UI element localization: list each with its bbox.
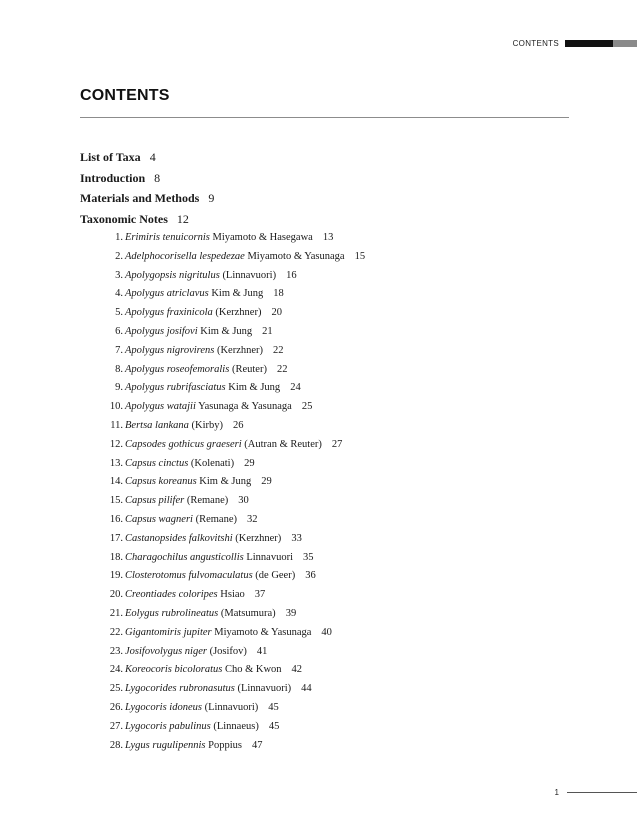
taxon-name: Apolygus fraxinicola — [125, 307, 213, 319]
taxon-entry[interactable] — [96, 436, 365, 455]
taxon-entry[interactable] — [96, 643, 365, 662]
taxon-entry[interactable] — [96, 398, 365, 417]
taxon-page: 33 — [291, 532, 302, 544]
taxon-entry[interactable] — [96, 417, 365, 436]
taxon-page: 35 — [303, 551, 314, 563]
taxon-name: Apolygus nigrovirens — [125, 344, 215, 356]
taxon-entry[interactable] — [96, 661, 365, 680]
taxon-number: 9. — [115, 382, 123, 394]
taxon-number: 3. — [115, 269, 123, 281]
taxon-author: Miyamoto & Yasunaga — [244, 250, 345, 262]
taxon-number: 12. — [109, 438, 123, 450]
taxon-author: (Remane) — [192, 513, 237, 525]
taxon-number: 7. — [115, 344, 123, 356]
taxon-name: Capsus wagneri — [125, 513, 193, 525]
taxon-page: 29 — [261, 476, 272, 488]
taxon-entry[interactable] — [96, 323, 365, 342]
taxon-author: Kim & Jung — [225, 382, 281, 394]
taxon-number: 5. — [115, 307, 123, 319]
taxon-number: 1. — [115, 232, 123, 243]
taxon-number: 15. — [109, 495, 123, 507]
taxon-page: 25 — [301, 401, 313, 413]
taxon-number: 19. — [109, 570, 123, 582]
taxon-author: (de Geer) — [252, 570, 296, 582]
toc-entry[interactable] — [80, 147, 214, 168]
taxon-page: 22 — [276, 363, 288, 375]
taxon-entry[interactable] — [96, 379, 365, 398]
taxon-number: 27. — [109, 720, 123, 732]
taxon-author: (Matsumura) — [218, 607, 276, 619]
taxon-page: 13 — [322, 232, 334, 243]
taxon-page: 45 — [268, 720, 280, 732]
taxon-name: Capsodes gothicus graeseri — [125, 438, 242, 450]
taxon-name: Castanopsides falkovitshi — [125, 532, 233, 544]
header-grey-bar — [613, 40, 637, 47]
taxon-name: Lygocoris pabulinus — [125, 720, 211, 732]
taxon-number: 8. — [115, 363, 123, 375]
taxon-number: 25. — [109, 683, 123, 695]
taxon-name: Lygocoris idoneus — [125, 701, 202, 713]
taxon-page: 27 — [331, 438, 343, 450]
taxon-entry[interactable] — [96, 511, 365, 530]
taxon-name: Capsus koreanus — [125, 476, 197, 488]
footer-rule — [567, 792, 637, 793]
toc-main-list — [80, 147, 214, 230]
taxon-entry[interactable] — [96, 248, 365, 267]
toc-entry-title: Materials and Methods — [80, 191, 200, 206]
taxon-page: 32 — [247, 513, 258, 525]
taxon-author: Linnavuori — [243, 551, 293, 563]
taxon-entry[interactable] — [96, 624, 365, 643]
taxon-name: Koreocoris bicoloratus — [125, 664, 223, 676]
page-number: 1 — [554, 788, 559, 797]
title-divider — [80, 117, 569, 118]
taxon-page: 37 — [254, 589, 266, 601]
taxon-page: 39 — [285, 607, 297, 619]
taxon-author: (Linnaeus) — [210, 720, 259, 732]
taxon-page: 44 — [301, 683, 312, 695]
taxon-number: 13. — [109, 457, 123, 469]
taxon-author: (Kerzhner) — [214, 344, 264, 356]
page-footer — [555, 788, 637, 797]
taxon-entry[interactable] — [96, 304, 365, 323]
toc-entry[interactable] — [80, 168, 214, 189]
taxon-author: Miyamoto & Yasunaga — [211, 626, 312, 638]
taxon-author: (Remane) — [184, 495, 229, 507]
taxon-number: 14. — [109, 476, 123, 488]
taxon-page: 26 — [233, 419, 244, 431]
taxon-author: Miyamoto & Hasegawa — [209, 232, 313, 243]
taxon-author: Kim & Jung — [196, 476, 252, 488]
taxon-entry[interactable] — [96, 473, 365, 492]
taxon-page: 16 — [286, 269, 297, 281]
taxon-entry[interactable] — [96, 549, 365, 568]
taxon-page: 42 — [291, 664, 303, 676]
taxon-name: Gigantomiris jupiter — [125, 626, 212, 638]
taxon-name: Lygus rugulipennis — [125, 739, 206, 751]
taxon-page: 15 — [354, 250, 366, 262]
taxon-number: 21. — [109, 607, 123, 619]
taxon-author: Cho & Kwon — [222, 664, 282, 676]
taxon-name: Eolygus rubrolineatus — [125, 607, 219, 619]
taxon-name: Apolygopsis nigritulus — [125, 269, 220, 281]
toc-entry-page: 4 — [149, 150, 156, 164]
taxon-entry[interactable] — [96, 718, 365, 737]
taxon-number: 18. — [109, 551, 123, 563]
toc-entry-page: 9 — [208, 191, 215, 206]
taxon-author: (Kerzhner) — [232, 532, 282, 544]
taxon-entry[interactable] — [96, 492, 365, 511]
taxon-author: Hsiao — [217, 589, 245, 601]
taxon-name: Charagochilus angusticollis — [125, 551, 244, 563]
taxon-number: 24. — [109, 664, 123, 676]
taxon-name: Apolygus roseofemoralis — [125, 363, 230, 375]
taxon-entry[interactable] — [96, 285, 365, 304]
taxon-author: (Kolenati) — [188, 457, 235, 469]
toc-entry[interactable] — [80, 188, 214, 209]
taxon-number: 11. — [110, 419, 123, 431]
taxon-author: (Kirby) — [188, 419, 223, 431]
taxon-page: 21 — [262, 325, 273, 337]
toc-entry-title: Introduction — [80, 170, 146, 185]
taxon-entry[interactable] — [96, 680, 365, 699]
taxon-number: 23. — [109, 645, 123, 657]
taxon-name: Apolygus josifovi — [125, 325, 198, 337]
taxon-entry[interactable] — [96, 699, 365, 718]
header-black-bar — [565, 40, 613, 47]
page-title: CONTENTS — [80, 87, 170, 104]
taxon-page: 29 — [244, 457, 255, 469]
taxon-name: Capsus cinctus — [125, 457, 189, 469]
taxon-number: 16. — [109, 513, 123, 525]
taxon-name: Bertsa lankana — [125, 419, 189, 431]
taxon-name: Erimiris tenuicornis — [125, 232, 210, 243]
taxon-page: 22 — [273, 344, 284, 356]
taxon-page: 30 — [238, 495, 249, 507]
taxon-page: 47 — [251, 739, 263, 751]
taxon-number: 2. — [115, 250, 123, 262]
taxon-number: 6. — [115, 325, 123, 337]
running-header-title: CONTENTS — [512, 38, 559, 48]
taxon-author: Kim & Jung — [197, 325, 253, 337]
taxon-page: 24 — [290, 382, 301, 394]
taxon-author: (Linnavuori) — [201, 701, 259, 713]
toc-entry[interactable] — [80, 209, 214, 230]
taxon-author: (Josifov) — [206, 645, 247, 657]
taxon-entry[interactable] — [96, 567, 365, 586]
toc-entry-page: 12 — [176, 212, 189, 227]
taxon-number: 22. — [109, 626, 123, 638]
taxon-author: (Kerzhner) — [212, 307, 262, 319]
taxon-page: 20 — [271, 307, 282, 319]
taxon-number: 17. — [109, 532, 123, 544]
running-header — [513, 37, 637, 49]
toc-entry-title: Taxonomic Notes — [80, 212, 168, 227]
taxon-entry[interactable] — [96, 455, 365, 474]
toc-entry-page: 8 — [154, 170, 161, 185]
taxon-page: 18 — [273, 288, 284, 300]
taxon-number: 26. — [109, 701, 123, 713]
taxon-name: Lygocorides rubronasutus — [125, 683, 235, 695]
taxon-entry[interactable] — [96, 737, 365, 756]
taxon-page: 40 — [321, 626, 332, 638]
toc-entry-title: List of Taxa — [80, 150, 141, 164]
taxon-page: 36 — [305, 570, 316, 582]
taxon-number: 28. — [109, 739, 123, 751]
taxon-page: 41 — [256, 645, 268, 657]
taxon-page: 45 — [268, 701, 279, 713]
taxon-author: (Autran & Reuter) — [241, 438, 322, 450]
taxon-entry[interactable] — [96, 267, 365, 286]
taxon-name: Josifovolygus niger — [125, 645, 207, 657]
taxon-number: 4. — [115, 288, 123, 300]
taxon-name: Closterotomus fulvomaculatus — [125, 570, 253, 582]
taxon-entry[interactable] — [96, 530, 365, 549]
taxon-entry[interactable] — [96, 342, 365, 361]
taxon-author: Kim & Jung — [208, 288, 264, 300]
taxon-number: 20. — [109, 589, 123, 601]
taxonomic-notes-list — [96, 229, 365, 755]
taxon-author: (Linnavuori) — [219, 269, 277, 281]
taxon-name: Apolygus atriclavus — [125, 288, 209, 300]
taxon-name: Apolygus watajii — [125, 401, 196, 413]
taxon-entry[interactable] — [96, 605, 365, 624]
taxon-name: Creontiades coloripes — [125, 589, 218, 601]
taxon-name: Adelphocorisella lespedezae — [125, 250, 245, 262]
taxon-name: Capsus pilifer — [125, 495, 185, 507]
taxon-number: 10. — [109, 401, 123, 413]
taxon-author: (Reuter) — [229, 363, 267, 375]
taxon-entry[interactable] — [96, 361, 365, 380]
taxon-entry[interactable] — [96, 229, 365, 248]
taxon-author: Poppius — [205, 739, 242, 751]
taxon-author: (Linnavuori) — [234, 683, 292, 695]
taxon-author: Yasunaga & Yasunaga — [195, 401, 292, 413]
taxon-entry[interactable] — [96, 586, 365, 605]
taxon-name: Apolygus rubrifasciatus — [125, 382, 226, 394]
